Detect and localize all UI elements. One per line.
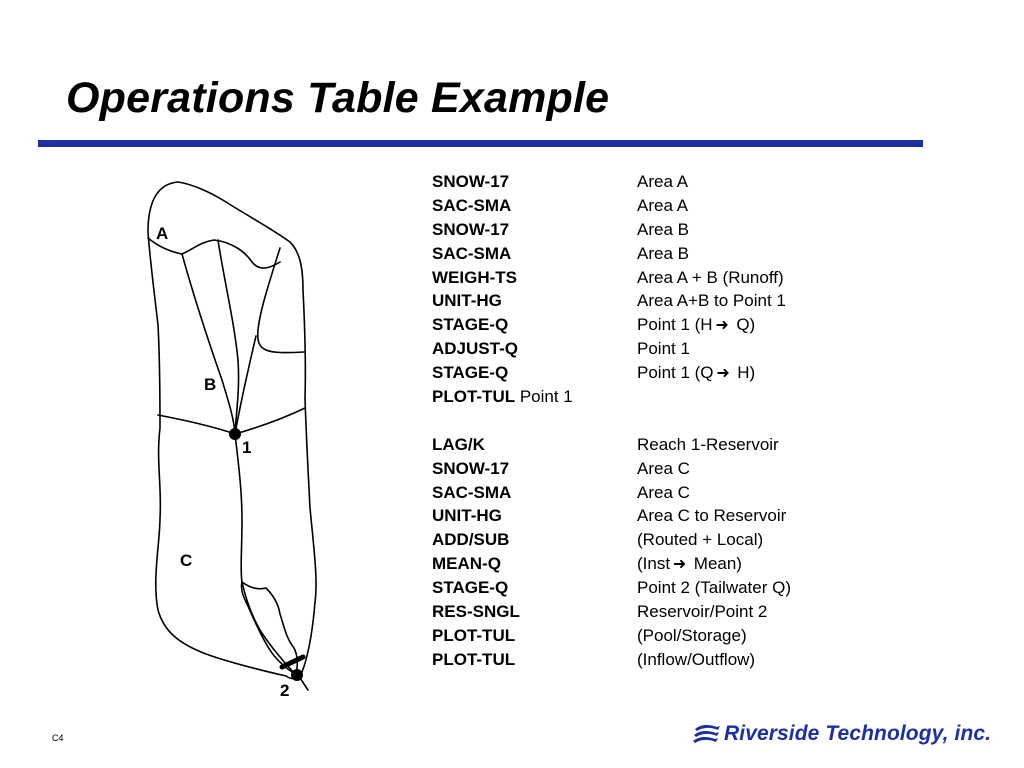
operation-description: Area C [637, 482, 690, 502]
operation-description: Reach 1-Reservoir [637, 434, 779, 454]
title-divider [38, 140, 923, 147]
operation-description: Area A + B (Runoff) [637, 267, 784, 287]
operation-name: RES-SNGL [432, 602, 520, 622]
stream-main-lower [235, 434, 296, 675]
operation-name: SAC-SMA [432, 243, 512, 263]
riverside-wave-icon [692, 723, 722, 745]
operation-name: PLOT-TUL [432, 625, 516, 645]
point-2-label: 2 [280, 681, 290, 700]
operation-name: STAGE-Q [432, 578, 509, 598]
operation-description: Point 1 [515, 387, 573, 407]
area-a-label: A [156, 224, 169, 243]
operation-description: (Routed + Local) [637, 530, 764, 550]
operation-name: SNOW-17 [432, 172, 510, 191]
operation-name: MEAN-Q [432, 554, 501, 574]
description-part: (Inst [637, 554, 671, 574]
description-part: Point 1 (H [637, 315, 713, 335]
operation-description: (Pool/Storage) [637, 625, 747, 645]
slide-title: Operations Table Example [66, 74, 610, 122]
operation-name: UNIT-HG [432, 291, 502, 311]
company-logo [692, 722, 991, 746]
operation-description: Reservoir/Point 2 [637, 602, 768, 622]
operation-description [637, 552, 742, 576]
description-part: Point 1 (Q [637, 363, 714, 383]
operation-name: UNIT-HG [432, 506, 502, 526]
operation-description: Area A+B to Point 1 [637, 291, 786, 311]
operation-name: PLOT-TUL [432, 649, 516, 669]
operation-name: STAGE-Q [432, 315, 509, 335]
operation-name: ADJUST-Q [432, 339, 518, 359]
operation-name: PLOT-TUL [432, 387, 516, 407]
operation-name: SNOW-17 [432, 458, 510, 478]
operation-description: Point 1 [637, 339, 690, 359]
area-b-label: B [204, 375, 217, 394]
company-name: Riverside Technology, inc. [724, 722, 992, 745]
operation-name: STAGE-Q [432, 363, 509, 383]
operation-name: ADD/SUB [432, 530, 510, 550]
arrow-right-icon: ➜ [672, 556, 687, 574]
operation-name: LAG/K [432, 434, 485, 454]
operation-description: (Inflow/Outflow) [637, 649, 756, 669]
operation-description: Area C [637, 458, 690, 478]
area-c-label: C [180, 551, 193, 570]
stream-upper-right [258, 248, 304, 353]
description-part: Mean) [689, 554, 742, 574]
description-part: H) [732, 363, 756, 383]
operation-name: WEIGH-TS [432, 267, 517, 287]
operation-description [637, 313, 755, 337]
operation-description: Area C to Reservoir [637, 506, 787, 526]
arrow-right-icon: ➜ [715, 317, 729, 335]
operation-description: Area A [637, 172, 689, 191]
slide-number: C4 [52, 733, 64, 743]
watershed-map [130, 170, 330, 700]
operation-description: Area B [637, 243, 689, 263]
operation-description: Area A [637, 195, 689, 215]
operation-name: SNOW-17 [432, 219, 510, 239]
operation-name: SAC-SMA [432, 195, 512, 215]
point-1-marker [229, 428, 241, 440]
stream-upper-center [218, 240, 239, 434]
operation-name: SAC-SMA [432, 482, 512, 502]
arrow-right-icon: ➜ [716, 365, 730, 383]
stream-upper-left [182, 254, 235, 434]
operation-description: Area B [637, 219, 689, 239]
point-2-marker [291, 669, 303, 681]
operation-description [637, 361, 755, 385]
operation-description: Point 2 (Tailwater Q) [637, 578, 791, 598]
point-1-label: 1 [242, 438, 252, 457]
description-part: Q) [731, 315, 756, 335]
